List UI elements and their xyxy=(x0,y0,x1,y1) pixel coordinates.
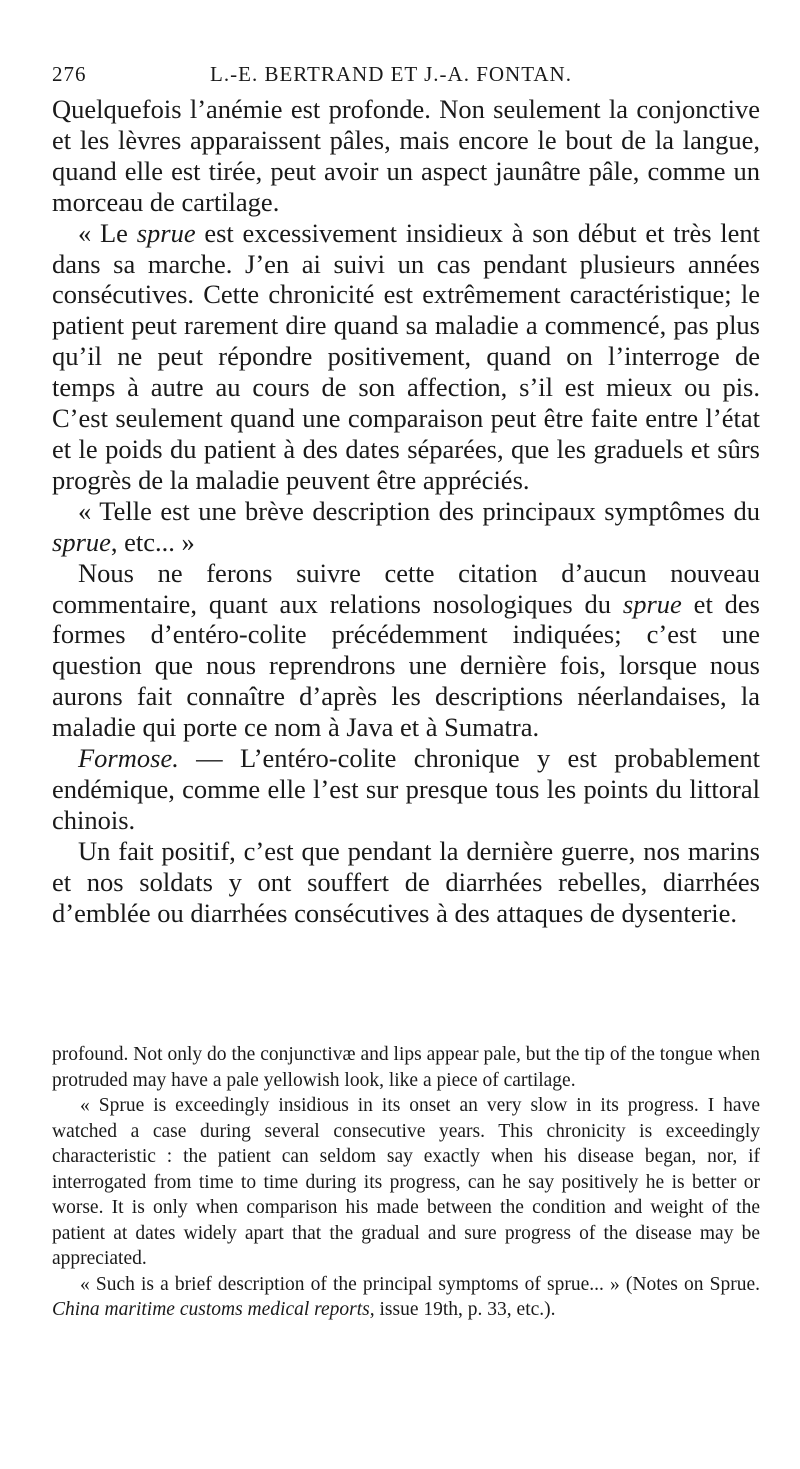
text: — L’entéro-colite chronique y est probablement endémique, comme elle l’est sur presque tous les points du littoral chinois. xyxy=(52,743,760,835)
page-number: 276 xyxy=(52,62,87,86)
section-heading-inline: Formose. xyxy=(78,743,179,774)
italic-term: sprue xyxy=(52,526,111,557)
footnotes xyxy=(52,1042,760,1323)
text: Un fait positif, c’est que pendant la dernière guerre, nos marins et nos soldats y ont souffert de diarrhées rebelles, diarrhées d’emblée ou diarrhées consécutives à des attaques de dysenterie. xyxy=(52,835,760,928)
main-text xyxy=(52,94,760,928)
running-title: L.-E. BERTRAND ET J.-A. FONTAN. xyxy=(210,62,572,86)
paragraph xyxy=(52,558,760,743)
text: « Such is a brief description of the principal symptoms of sprue... » (Notes on Sprue. xyxy=(80,1273,760,1295)
paragraph xyxy=(52,836,760,929)
paragraph xyxy=(52,94,760,218)
text: , etc... » xyxy=(110,526,195,557)
italic-term: sprue xyxy=(136,217,196,248)
text: Quelquefois l’anémie est profonde. Non seulement la conjonctive et les lèvres apparaissent pâles, mais encore le bout de la langue, quand elle est tirée, peut avoir un aspect jaunâtre pâle, comme un morceau de cartilage. xyxy=(52,94,760,217)
footnote-paragraph xyxy=(52,1093,760,1272)
text: profound. Not only do the conjunctivæ and lips appear pale, but the tip of the tongue when protruded may have a pale yellowish look, like a piece of cartilage. xyxy=(52,1044,760,1091)
text: Nous ne ferons suivre cette citation d’aucun nouveau commentaire, quant aux relations nosologiques du xyxy=(52,557,760,619)
paragraph xyxy=(52,496,760,558)
text: est excessivement insidieux à son début et très lent dans sa marche. J’en ai suivi un cas pendant plusieurs années consécutives. Cette chronicité est extrêmement caractéristique; le patient peut rarement dire quand sa maladie a commencé, pas plus qu’il ne peut répondre positivement, quand on l’interroge de temps à autre au cours de son affection, s’il est mieux ou pis. C’est seulement quand une comparaison peut être faite entre l’état et le poids du patient à des dates séparées, que les graduels et sûrs progrès de la maladie peuvent être appréciés. xyxy=(52,217,761,495)
italic-citation: China maritime customs medical reports, xyxy=(52,1299,375,1320)
footnote-paragraph xyxy=(52,1272,760,1323)
page-header xyxy=(52,62,760,92)
text: issue 19th, p. 33, etc.). xyxy=(374,1299,556,1320)
footnote-paragraph xyxy=(52,1042,760,1093)
italic-term: sprue xyxy=(622,588,682,619)
paragraph xyxy=(52,218,760,496)
text: et des formes d’entéro-colite précédemment indiquées; c’est une question que nous reprendrons une dernière fois, lorsque nous aurons fait connaître d’après les descriptions néerlandaises, la maladie qui porte ce nom à Java et à Sumatra. xyxy=(52,588,760,743)
text: « Telle est une brève description des principaux symptômes du xyxy=(78,495,760,526)
text: « Le xyxy=(78,217,137,248)
paragraph xyxy=(52,743,760,836)
text: « Sprue is exceedingly insidious in its onset an very slow in its progress. I have watched a case during several consecutive years. This chronicity is exceedingly characteristic : the patient can seldom say exactly when his disease began, nor, if interrogated from time to time during its progress, can he say positively he is better or worse. It is only when comparison his made between the condition and weight of the patient at dates widely apart that the gradual and sure progress of the disease may be appreciated. xyxy=(52,1095,760,1269)
